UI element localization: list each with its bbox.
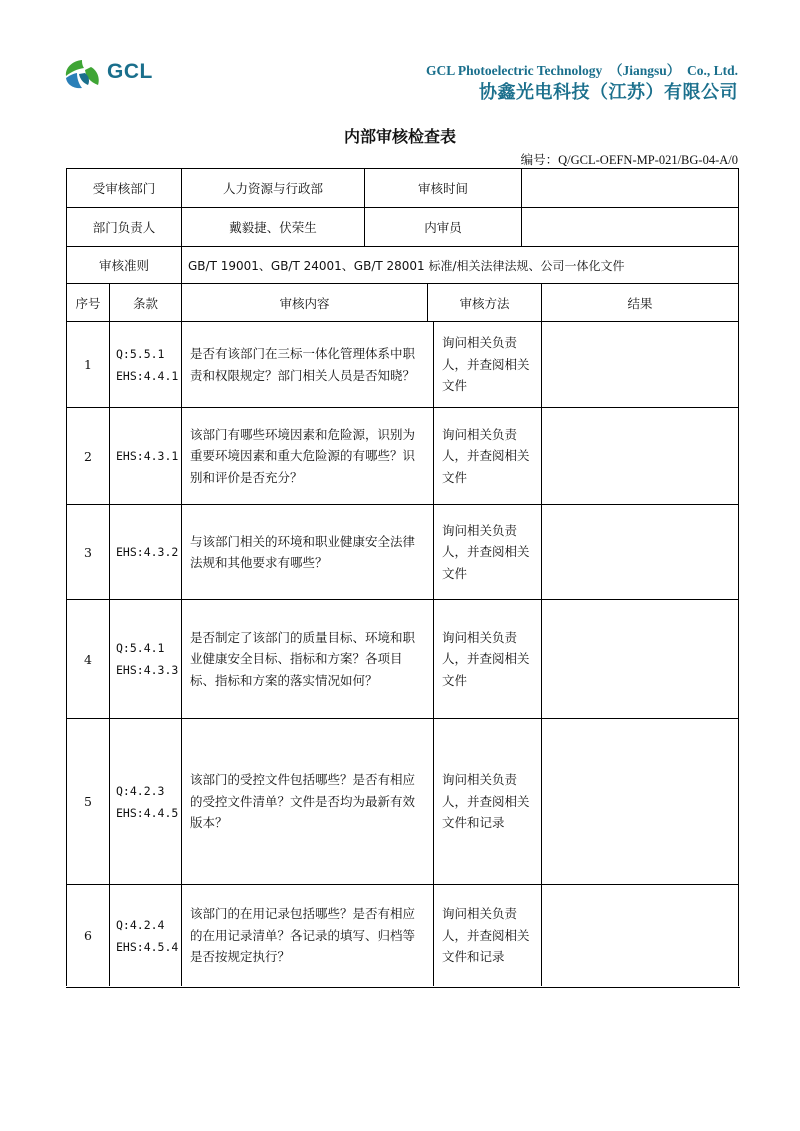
- table-row: [66, 504, 739, 599]
- table-row: [66, 321, 739, 407]
- content-cell: [181, 321, 433, 407]
- criteria-value: GB/T 19001、GB/T 24001、GB/T 28001 标准/相关法律法规、公司一体化文件: [181, 246, 739, 283]
- audit-content: 该部门的在用记录包括哪些？是否有相应的在用记录清单？各记录的填写、归档等是否按规定执行？: [190, 906, 416, 965]
- audit-content: 与该部门相关的环境和职业健康安全法律法规和其他要求有哪些？: [190, 533, 416, 570]
- owner-label: 部门负责人: [66, 207, 181, 246]
- row-number: 6: [66, 884, 109, 986]
- audit-content: 该部门有哪些环境因素和危险源，识别为重要环境因素和重大危险源的有哪些？识别和评价是否充分？: [190, 426, 416, 485]
- owner-value: 戴毅捷、伏荣生: [181, 207, 364, 246]
- clause-line: EHS:4.4.1: [116, 368, 179, 383]
- row-number: 2: [66, 407, 109, 504]
- row-number: 3: [66, 504, 109, 599]
- result-cell[interactable]: [541, 884, 739, 986]
- clause-line: Q:4.2.3: [116, 783, 165, 798]
- clause-cell: [109, 321, 181, 407]
- audit-checklist-table: [66, 168, 739, 986]
- table-row: [66, 599, 739, 718]
- clause-cell: [109, 884, 181, 986]
- company-name-cn: 协鑫光电科技（江苏）有限公司: [479, 82, 738, 103]
- method-cell: [433, 407, 541, 504]
- clause-cell: [109, 599, 181, 718]
- content-cell: [181, 599, 433, 718]
- table-row: [66, 407, 739, 504]
- col-header-no: 序号: [66, 283, 109, 321]
- clause-line: EHS:4.4.5: [116, 805, 179, 820]
- result-cell[interactable]: [541, 321, 739, 407]
- content-cell: [181, 407, 433, 504]
- result-cell[interactable]: [541, 718, 739, 884]
- clause-line: Q:5.4.1: [116, 641, 165, 655]
- dept-label: 受审核部门: [66, 168, 181, 207]
- audit-method: 询问相关负责人，并查阅相关文件和记录: [442, 772, 530, 831]
- result-cell[interactable]: [541, 504, 739, 599]
- result-cell[interactable]: [541, 407, 739, 504]
- info-row-criteria: [66, 246, 739, 283]
- audit-content: 是否有该部门在三标一体化管理体系中职责和权限规定？部门相关人员是否知晓？: [190, 346, 416, 383]
- table-row: [66, 718, 739, 884]
- audit-method: 询问相关负责人，并查阅相关文件和记录: [442, 906, 530, 965]
- document-number: 编号：Q/GCL-OEFN-MP-021/BG-04-A/0: [520, 153, 738, 167]
- method-cell: [433, 718, 541, 884]
- audit-method: 询问相关负责人，并查阅相关文件: [442, 629, 530, 688]
- clause-line: EHS:4.3.2: [116, 545, 179, 559]
- row-number: 4: [66, 599, 109, 718]
- content-cell: [181, 504, 433, 599]
- clause-line: EHS:4.3.3: [116, 663, 179, 677]
- column-header-row: [66, 283, 739, 321]
- clause-line: Q:4.2.4: [116, 917, 165, 932]
- gcl-leaf-icon: [62, 57, 106, 91]
- clause-line: EHS:4.3.1: [116, 449, 179, 463]
- criteria-label: 审核准则: [66, 246, 181, 283]
- clause-cell: [109, 718, 181, 884]
- content-cell: [181, 884, 433, 986]
- table-row: [66, 884, 739, 986]
- method-cell: [433, 884, 541, 986]
- clause-line: EHS:4.5.4: [116, 939, 179, 954]
- auditor-label: 内审员: [364, 207, 521, 246]
- result-cell[interactable]: [541, 599, 739, 718]
- audit-method: 询问相关负责人，并查阅相关文件: [442, 426, 530, 485]
- audit-content: 是否制定了该部门的质量目标、环境和职业健康安全目标、指标和方案？各项目标、指标和方案的落实情况如何？: [190, 629, 416, 688]
- table-bottom-border: [66, 987, 740, 988]
- content-cell: [181, 718, 433, 884]
- document-title: 内部审核检查表: [343, 127, 456, 146]
- clause-cell: [109, 407, 181, 504]
- col-header-result: 结果: [541, 283, 739, 321]
- dept-value: 人力资源与行政部: [181, 168, 364, 207]
- col-header-content: 审核内容: [181, 283, 427, 321]
- logo-text: GCL: [107, 60, 153, 83]
- clause-cell: [109, 504, 181, 599]
- auditor-value[interactable]: [521, 207, 739, 246]
- audit-method: 询问相关负责人，并查阅相关文件: [442, 335, 530, 394]
- audit-content: 该部门的受控文件包括哪些？是否有相应的受控文件清单？文件是否均为最新有效版本？: [190, 772, 416, 831]
- audit-method: 询问相关负责人，并查阅相关文件: [442, 522, 530, 581]
- audit-time-label: 审核时间: [364, 168, 521, 207]
- audit-time-value[interactable]: [521, 168, 739, 207]
- col-header-method: 审核方法: [427, 283, 541, 321]
- info-row-department: [66, 168, 739, 207]
- info-row-owner: [66, 207, 739, 246]
- clause-line: Q:5.5.1: [116, 346, 165, 361]
- method-cell: [433, 599, 541, 718]
- col-header-clause: 条款: [109, 283, 181, 321]
- row-number: 5: [66, 718, 109, 884]
- method-cell: [433, 321, 541, 407]
- method-cell: [433, 504, 541, 599]
- row-number: 1: [66, 321, 109, 407]
- company-name-en: GCL Photoelectric Technology （Jiangsu） Co., Ltd.: [425, 63, 738, 78]
